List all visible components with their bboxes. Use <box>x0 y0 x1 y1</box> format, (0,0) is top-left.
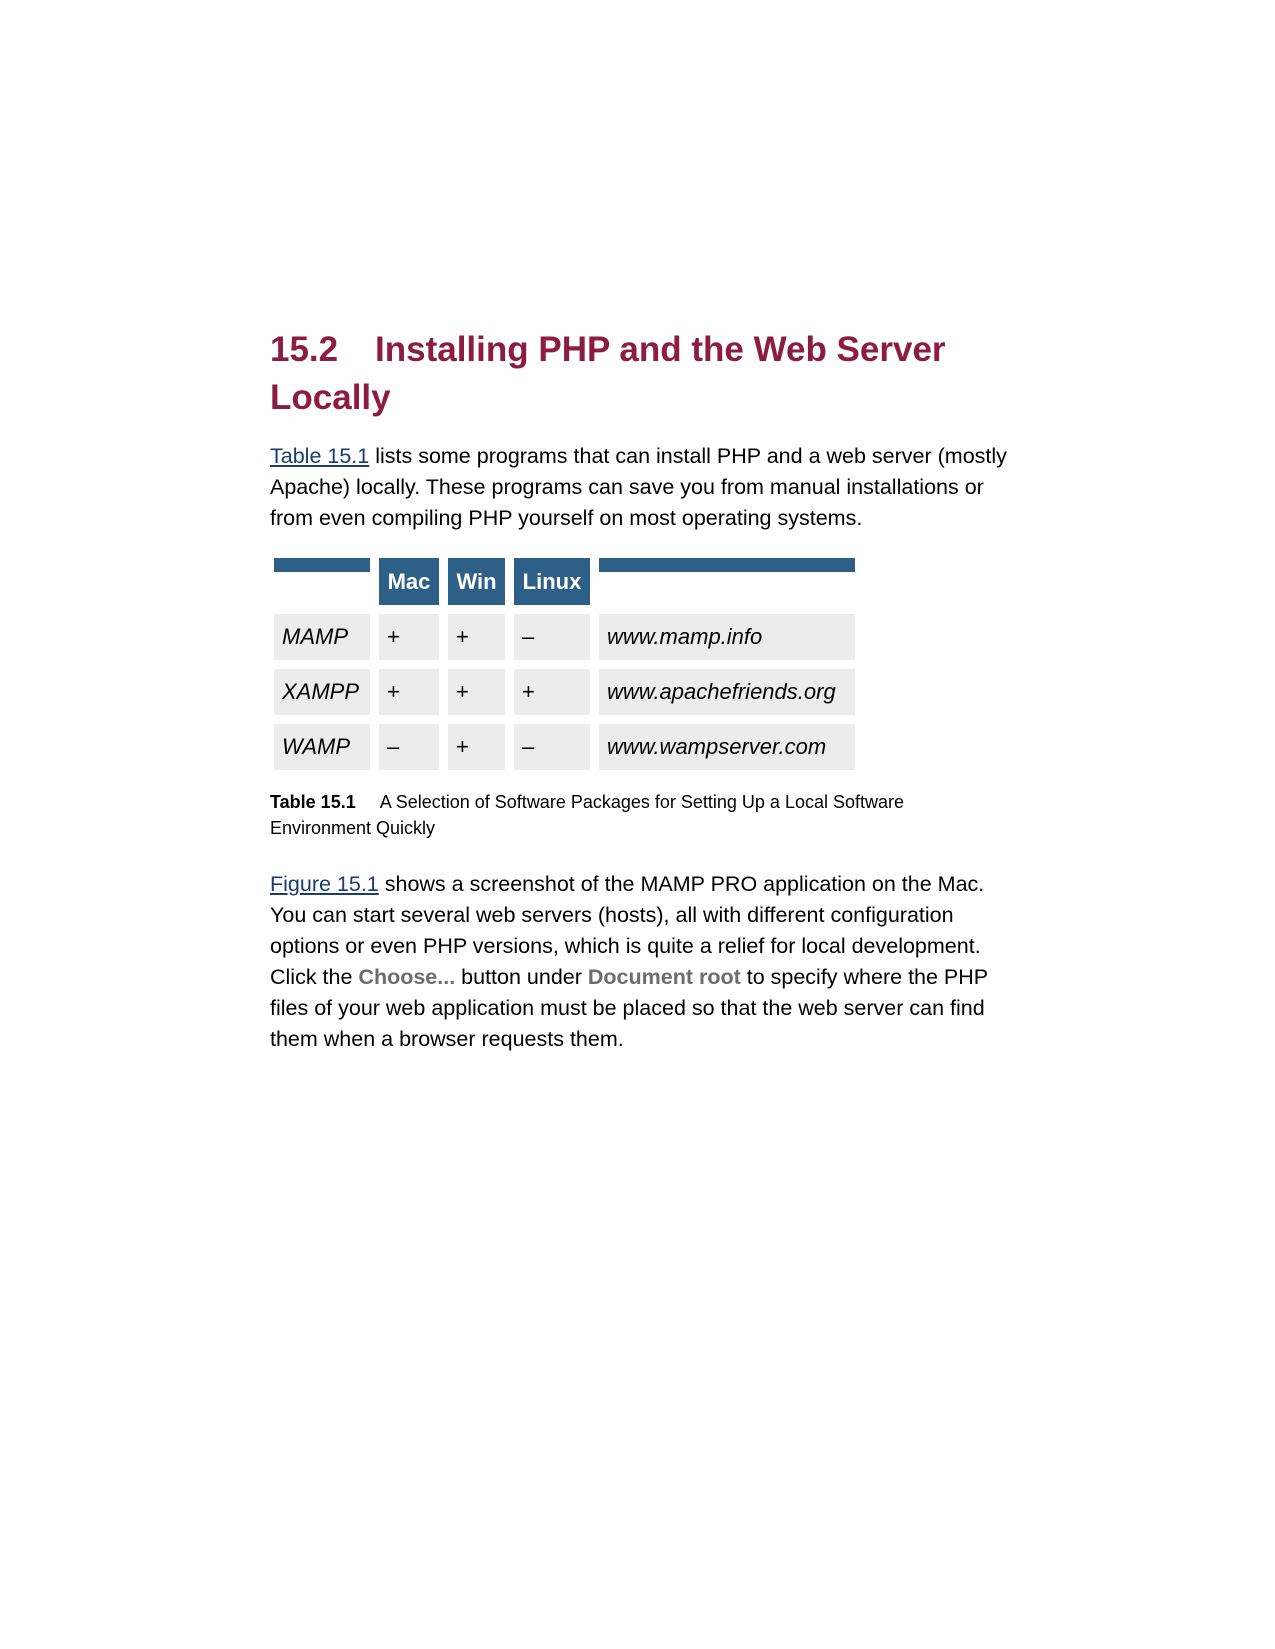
software-packages-table <box>265 549 864 779</box>
package-url: www.wampserver.com <box>599 724 855 770</box>
package-url: www.mamp.info <box>599 614 855 660</box>
linux-support: + <box>514 669 590 715</box>
page-content <box>270 326 1010 1055</box>
mac-support: – <box>379 724 439 770</box>
mac-support: + <box>379 614 439 660</box>
win-support: + <box>448 724 505 770</box>
section-heading <box>270 326 1010 422</box>
package-name: MAMP <box>274 614 370 660</box>
section-title-line1: Installing PHP and the Web Server <box>375 330 946 369</box>
header-bar <box>274 558 370 572</box>
table-row <box>274 724 855 770</box>
package-url: www.apachefriends.org <box>599 669 855 715</box>
table-row <box>274 614 855 660</box>
caption-label: Table 15.1 <box>270 792 356 812</box>
choose-button-label: Choose... <box>358 965 456 989</box>
figure-paragraph <box>270 869 1010 1055</box>
figure-text-2: button under <box>455 965 588 989</box>
linux-support: – <box>514 614 590 660</box>
package-name: WAMP <box>274 724 370 770</box>
mac-support: + <box>379 669 439 715</box>
header-mac: Mac <box>379 558 439 605</box>
intro-text: lists some programs that can install PHP and a web server (mostly Apache) locally. These programs can save you from manual installations or from even compiling PHP yourself on most operating systems. <box>270 444 1007 530</box>
table-row <box>274 669 855 715</box>
figure-reference-link[interactable]: Figure 15.1 <box>270 872 379 896</box>
win-support: + <box>448 614 505 660</box>
intro-paragraph <box>270 441 1010 534</box>
header-bar <box>599 558 855 572</box>
header-name-column <box>274 558 370 605</box>
header-linux: Linux <box>514 558 590 605</box>
figure-text-1: shows a screenshot of the MAMP PRO application on the Mac. You can start several web servers (hosts), all with different configuration options or even PHP versions, which is quite a relief for local development. Click the <box>270 872 985 989</box>
document-root-label: Document root <box>587 965 741 989</box>
section-title-line2: Locally <box>270 378 391 417</box>
table-header-row <box>274 558 855 605</box>
win-support: + <box>448 669 505 715</box>
linux-support: – <box>514 724 590 770</box>
figure-text-3: to specify where the PHP files of your web application must be placed so that the web server can find them when a browser requests them. <box>270 965 988 1051</box>
package-name: XAMPP <box>274 669 370 715</box>
header-win: Win <box>448 558 505 605</box>
section-number: 15.2 <box>270 330 339 369</box>
table-reference-link[interactable]: Table 15.1 <box>270 444 370 468</box>
table-caption <box>270 789 1010 841</box>
header-url-column <box>599 558 855 605</box>
caption-text: A Selection of Software Packages for Setting Up a Local Software Environment Quickly <box>270 792 905 838</box>
